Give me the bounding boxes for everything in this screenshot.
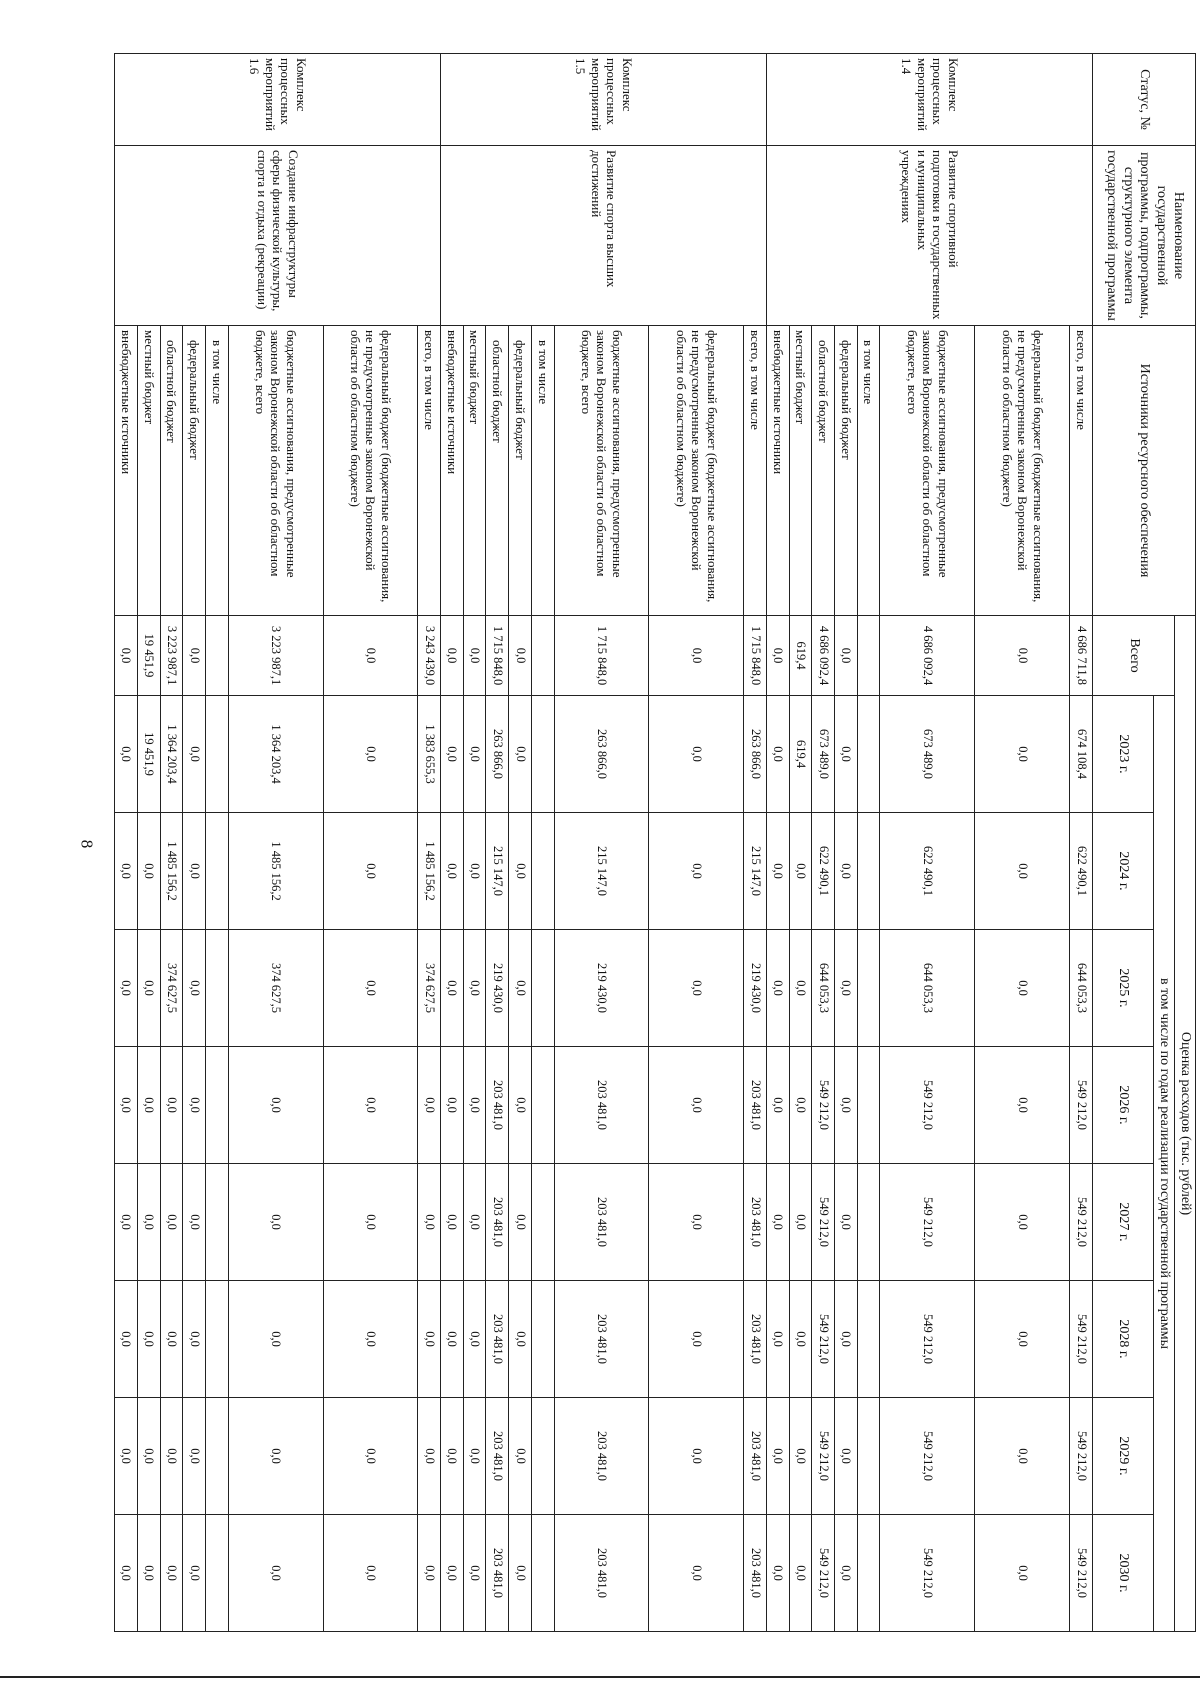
year-value-cell: 0,0 (835, 930, 858, 1047)
bottom-rule (0, 1676, 1200, 1678)
header-year: 2024 г. (1093, 813, 1154, 930)
year-value-cell: 549 212,0 (812, 1047, 835, 1164)
year-value-cell: 549 212,0 (880, 1398, 975, 1515)
year-value-cell: 0,0 (183, 813, 206, 930)
header-source: Источники ресурсного обеспечения (1093, 326, 1196, 616)
year-value-cell: 0,0 (323, 1047, 418, 1164)
year-value-cell (531, 930, 554, 1047)
source-cell: всего, в том числе (1070, 326, 1093, 616)
total-cell: 3 223 987,1 (228, 616, 323, 696)
year-value-cell: 0,0 (160, 1398, 183, 1515)
year-value-cell: 374 627,5 (228, 930, 323, 1047)
table-row (418, 54, 441, 1632)
total-cell: 19 451,9 (137, 616, 160, 696)
header-year: 2023 г. (1093, 696, 1154, 813)
page-number: 8 (77, 839, 97, 849)
year-value-cell: 0,0 (441, 813, 464, 930)
year-value-cell: 374 627,5 (418, 930, 441, 1047)
year-value-cell: 0,0 (137, 1515, 160, 1632)
year-value-cell: 0,0 (115, 1047, 138, 1164)
header-year: 2030 г. (1093, 1515, 1154, 1632)
year-value-cell: 0,0 (649, 813, 744, 930)
year-value-cell: 0,0 (183, 1047, 206, 1164)
year-value-cell: 0,0 (463, 1047, 486, 1164)
year-value-cell: 0,0 (183, 1398, 206, 1515)
total-cell: 0,0 (441, 616, 464, 696)
total-cell: 0,0 (767, 616, 790, 696)
group-name: Создание инфраструктуры сферы физической культуры, спорта и отдыха (рекреации) (115, 146, 441, 326)
year-value-cell: 0,0 (975, 813, 1070, 930)
year-value-cell (531, 1398, 554, 1515)
year-value-cell: 1 364 203,4 (160, 696, 183, 813)
year-value-cell: 0,0 (509, 1398, 532, 1515)
year-value-cell (857, 1164, 880, 1281)
year-value-cell: 0,0 (228, 1164, 323, 1281)
source-cell: федеральный бюджет (183, 326, 206, 616)
source-cell: областной бюджет (812, 326, 835, 616)
year-value-cell: 263 866,0 (744, 696, 767, 813)
year-value-cell: 0,0 (789, 1515, 812, 1632)
year-value-cell: 0,0 (323, 1515, 418, 1632)
year-value-cell: 622 490,1 (812, 813, 835, 930)
header-year: 2025 г. (1093, 930, 1154, 1047)
source-cell: федеральный бюджет (бюджетные ассигнования, не предусмотренные законом Воронежской области об областном бюджете) (323, 326, 418, 616)
source-cell: внебюджетные источники (441, 326, 464, 616)
year-value-cell: 0,0 (463, 1398, 486, 1515)
year-value-cell: 0,0 (649, 1281, 744, 1398)
header-year: 2027 г. (1093, 1164, 1154, 1281)
year-value-cell: 0,0 (463, 696, 486, 813)
year-value-cell: 0,0 (323, 1281, 418, 1398)
year-value-cell (531, 1515, 554, 1632)
year-value-cell: 0,0 (767, 696, 790, 813)
year-value-cell: 0,0 (509, 1281, 532, 1398)
year-value-cell: 0,0 (418, 1515, 441, 1632)
total-cell: 619,4 (789, 616, 812, 696)
year-value-cell: 0,0 (323, 1164, 418, 1281)
total-cell: 4 686 092,4 (880, 616, 975, 696)
year-value-cell: 219 430,0 (486, 930, 509, 1047)
source-cell: бюджетные ассигнования, предусмотренные законом Воронежской области об областном бюджете, всего (228, 326, 323, 616)
year-value-cell: 0,0 (835, 1281, 858, 1398)
year-value-cell (205, 813, 228, 930)
year-value-cell (531, 1047, 554, 1164)
year-value-cell: 644 053,3 (880, 930, 975, 1047)
year-value-cell: 0,0 (835, 1515, 858, 1632)
year-value-cell: 0,0 (183, 1281, 206, 1398)
header-year: 2029 г. (1093, 1398, 1154, 1515)
total-cell: 1 715 848,0 (744, 616, 767, 696)
total-cell: 0,0 (463, 616, 486, 696)
source-cell: в том числе (531, 326, 554, 616)
total-cell: 0,0 (115, 616, 138, 696)
year-value-cell: 0,0 (137, 1281, 160, 1398)
year-value-cell: 0,0 (160, 1164, 183, 1281)
year-value-cell: 0,0 (649, 1398, 744, 1515)
year-value-cell: 0,0 (137, 930, 160, 1047)
year-value-cell: 203 481,0 (744, 1164, 767, 1281)
year-value-cell: 0,0 (160, 1047, 183, 1164)
year-value-cell (857, 1515, 880, 1632)
year-value-cell: 549 212,0 (880, 1281, 975, 1398)
year-value-cell: 203 481,0 (486, 1398, 509, 1515)
source-cell: федеральный бюджет (835, 326, 858, 616)
total-cell: 1 715 848,0 (486, 616, 509, 696)
source-cell: всего, в том числе (418, 326, 441, 616)
year-value-cell: 0,0 (441, 696, 464, 813)
year-value-cell: 1 485 156,2 (160, 813, 183, 930)
year-value-cell: 549 212,0 (1070, 1515, 1093, 1632)
total-cell: 0,0 (183, 616, 206, 696)
group-name: Развитие спорта высших достижений (441, 146, 767, 326)
year-value-cell (857, 1398, 880, 1515)
year-value-cell (205, 1164, 228, 1281)
year-value-cell: 549 212,0 (1070, 1398, 1093, 1515)
year-value-cell: 0,0 (160, 1281, 183, 1398)
total-cell: 3 243 439,0 (418, 616, 441, 696)
year-value-cell: 0,0 (767, 930, 790, 1047)
source-cell: всего, в том числе (744, 326, 767, 616)
year-value-cell: 203 481,0 (486, 1164, 509, 1281)
total-cell: 4 686 092,4 (812, 616, 835, 696)
year-value-cell: 0,0 (441, 1281, 464, 1398)
year-value-cell: 0,0 (418, 1281, 441, 1398)
year-value-cell: 0,0 (789, 1047, 812, 1164)
year-value-cell: 203 481,0 (744, 1398, 767, 1515)
year-value-cell: 644 053,3 (812, 930, 835, 1047)
header-estimate: Оценка расходов (тыс. рублей) (1175, 616, 1196, 1632)
year-value-cell: 0,0 (975, 696, 1070, 813)
group-status: Комплекс процессных мероприятий 1.5 (441, 54, 767, 146)
source-cell: в том числе (205, 326, 228, 616)
header-year: 2028 г. (1093, 1281, 1154, 1398)
year-value-cell: 203 481,0 (486, 1515, 509, 1632)
year-value-cell: 0,0 (463, 930, 486, 1047)
year-value-cell: 0,0 (649, 930, 744, 1047)
year-value-cell: 0,0 (115, 930, 138, 1047)
year-value-cell: 0,0 (835, 1164, 858, 1281)
year-value-cell: 622 490,1 (880, 813, 975, 930)
year-value-cell: 0,0 (835, 1398, 858, 1515)
source-cell: бюджетные ассигнования, предусмотренные законом Воронежской области об областном бюджете, всего (880, 326, 975, 616)
year-value-cell: 219 430,0 (744, 930, 767, 1047)
year-value-cell: 0,0 (137, 1398, 160, 1515)
year-value-cell: 0,0 (509, 1515, 532, 1632)
year-value-cell: 0,0 (323, 930, 418, 1047)
year-value-cell: 0,0 (183, 1515, 206, 1632)
year-value-cell: 263 866,0 (486, 696, 509, 813)
total-cell (857, 616, 880, 696)
year-value-cell: 0,0 (767, 813, 790, 930)
year-value-cell: 0,0 (323, 813, 418, 930)
year-value-cell (857, 930, 880, 1047)
year-value-cell: 674 108,4 (1070, 696, 1093, 813)
year-value-cell: 0,0 (789, 1281, 812, 1398)
year-value-cell: 549 212,0 (1070, 1047, 1093, 1164)
year-value-cell: 19 451,9 (137, 696, 160, 813)
source-cell: областной бюджет (160, 326, 183, 616)
header-total: Всего (1093, 616, 1175, 696)
year-value-cell: 0,0 (975, 1515, 1070, 1632)
year-value-cell: 644 053,3 (1070, 930, 1093, 1047)
year-value-cell: 215 147,0 (486, 813, 509, 930)
year-value-cell: 0,0 (228, 1281, 323, 1398)
year-value-cell: 1 383 655,3 (418, 696, 441, 813)
year-value-cell (205, 1047, 228, 1164)
source-cell: бюджетные ассигнования, предусмотренные законом Воронежской области об областном бюджете, всего (554, 326, 649, 616)
year-value-cell: 1 364 203,4 (228, 696, 323, 813)
year-value-cell: 0,0 (509, 1164, 532, 1281)
year-value-cell: 0,0 (789, 1398, 812, 1515)
year-value-cell: 0,0 (463, 1281, 486, 1398)
year-value-cell: 549 212,0 (812, 1281, 835, 1398)
source-cell: федеральный бюджет (509, 326, 532, 616)
year-value-cell: 0,0 (228, 1515, 323, 1632)
header-by-years: в том числе по годам реализации государственной программы (1154, 696, 1175, 1632)
year-value-cell: 0,0 (137, 1164, 160, 1281)
year-value-cell: 203 481,0 (486, 1047, 509, 1164)
year-value-cell: 203 481,0 (744, 1047, 767, 1164)
year-value-cell: 549 212,0 (1070, 1164, 1093, 1281)
total-cell: 0,0 (509, 616, 532, 696)
source-cell: внебюджетные источники (767, 326, 790, 616)
year-value-cell: 622 490,1 (1070, 813, 1093, 930)
source-cell: федеральный бюджет (бюджетные ассигнования, не предусмотренные законом Воронежской области об областном бюджете) (975, 326, 1070, 616)
year-value-cell: 0,0 (323, 1398, 418, 1515)
year-value-cell: 203 481,0 (486, 1281, 509, 1398)
year-value-cell: 549 212,0 (1070, 1281, 1093, 1398)
year-value-cell: 0,0 (441, 1515, 464, 1632)
year-value-cell: 673 489,0 (880, 696, 975, 813)
year-value-cell: 0,0 (441, 1398, 464, 1515)
year-value-cell: 0,0 (767, 1164, 790, 1281)
year-value-cell (857, 813, 880, 930)
year-value-cell: 203 481,0 (554, 1164, 649, 1281)
group-status: Комплекс процессных мероприятий 1.4 (767, 54, 1093, 146)
header-status: Статус, № (1093, 54, 1196, 146)
rotated-table-container (114, 53, 1196, 1631)
year-value-cell: 549 212,0 (880, 1164, 975, 1281)
header-name: Наименование государственной программы, подпрограммы, структурного элемента государственной программы (1093, 146, 1196, 326)
year-value-cell: 549 212,0 (880, 1047, 975, 1164)
year-value-cell: 0,0 (115, 1281, 138, 1398)
year-value-cell: 0,0 (418, 1398, 441, 1515)
total-cell: 0,0 (323, 616, 418, 696)
year-value-cell: 0,0 (441, 930, 464, 1047)
year-value-cell: 0,0 (789, 1164, 812, 1281)
total-cell: 1 715 848,0 (554, 616, 649, 696)
year-value-cell: 0,0 (767, 1398, 790, 1515)
source-cell: местный бюджет (137, 326, 160, 616)
year-value-cell: 0,0 (835, 696, 858, 813)
year-value-cell: 549 212,0 (880, 1515, 975, 1632)
year-value-cell: 0,0 (115, 696, 138, 813)
year-value-cell (205, 1281, 228, 1398)
year-value-cell: 0,0 (183, 1164, 206, 1281)
year-value-cell: 215 147,0 (554, 813, 649, 930)
header-year: 2026 г. (1093, 1047, 1154, 1164)
table-row (744, 54, 767, 1632)
year-value-cell: 0,0 (441, 1047, 464, 1164)
year-value-cell: 1 485 156,2 (228, 813, 323, 930)
year-value-cell (531, 1164, 554, 1281)
group-status: Комплекс процессных мероприятий 1.6 (115, 54, 441, 146)
year-value-cell: 549 212,0 (812, 1164, 835, 1281)
year-value-cell: 619,4 (789, 696, 812, 813)
year-value-cell: 219 430,0 (554, 930, 649, 1047)
total-cell: 4 686 711,8 (1070, 616, 1093, 696)
year-value-cell: 0,0 (767, 1281, 790, 1398)
source-cell: местный бюджет (463, 326, 486, 616)
year-value-cell: 0,0 (160, 1515, 183, 1632)
year-value-cell (531, 813, 554, 930)
year-value-cell: 549 212,0 (812, 1515, 835, 1632)
year-value-cell: 0,0 (183, 930, 206, 1047)
year-value-cell: 0,0 (789, 813, 812, 930)
year-value-cell (205, 1398, 228, 1515)
year-value-cell: 0,0 (835, 1047, 858, 1164)
year-value-cell (205, 696, 228, 813)
source-cell: в том числе (857, 326, 880, 616)
year-value-cell: 374 627,5 (160, 930, 183, 1047)
year-value-cell: 0,0 (441, 1164, 464, 1281)
source-cell: областной бюджет (486, 326, 509, 616)
year-value-cell: 263 866,0 (554, 696, 649, 813)
year-value-cell: 0,0 (115, 813, 138, 930)
year-value-cell: 0,0 (509, 1047, 532, 1164)
total-cell (531, 616, 554, 696)
year-value-cell: 203 481,0 (744, 1281, 767, 1398)
year-value-cell: 203 481,0 (554, 1281, 649, 1398)
year-value-cell: 0,0 (649, 696, 744, 813)
year-value-cell: 0,0 (509, 813, 532, 930)
source-cell: местный бюджет (789, 326, 812, 616)
year-value-cell: 0,0 (228, 1047, 323, 1164)
year-value-cell: 0,0 (418, 1047, 441, 1164)
year-value-cell: 0,0 (228, 1398, 323, 1515)
budget-table (114, 53, 1196, 1632)
year-value-cell: 0,0 (137, 813, 160, 930)
year-value-cell: 0,0 (975, 1164, 1070, 1281)
year-value-cell: 0,0 (115, 1398, 138, 1515)
group-name: Развитие спортивной подготовки в государственных и муниципальных учреждениях (767, 146, 1093, 326)
year-value-cell: 1 485 156,2 (418, 813, 441, 930)
year-value-cell: 0,0 (789, 930, 812, 1047)
year-value-cell: 203 481,0 (554, 1515, 649, 1632)
year-value-cell: 0,0 (418, 1164, 441, 1281)
year-value-cell: 0,0 (463, 1515, 486, 1632)
source-cell: федеральный бюджет (бюджетные ассигнования, не предусмотренные законом Воронежской области об областном бюджете) (649, 326, 744, 616)
year-value-cell: 0,0 (975, 930, 1070, 1047)
total-cell (205, 616, 228, 696)
table-row (1070, 54, 1093, 1632)
year-value-cell: 0,0 (463, 813, 486, 930)
year-value-cell: 0,0 (975, 1398, 1070, 1515)
year-value-cell (857, 696, 880, 813)
year-value-cell: 549 212,0 (812, 1398, 835, 1515)
total-cell: 0,0 (835, 616, 858, 696)
year-value-cell: 203 481,0 (744, 1515, 767, 1632)
source-cell: внебюджетные источники (115, 326, 138, 616)
year-value-cell: 0,0 (835, 813, 858, 930)
year-value-cell (857, 1281, 880, 1398)
year-value-cell: 203 481,0 (554, 1047, 649, 1164)
year-value-cell (205, 1515, 228, 1632)
total-cell: 0,0 (649, 616, 744, 696)
total-cell: 3 223 987,1 (160, 616, 183, 696)
year-value-cell: 673 489,0 (812, 696, 835, 813)
total-cell: 0,0 (975, 616, 1070, 696)
year-value-cell: 0,0 (509, 696, 532, 813)
year-value-cell: 0,0 (767, 1047, 790, 1164)
year-value-cell: 0,0 (649, 1047, 744, 1164)
year-value-cell (531, 1281, 554, 1398)
year-value-cell: 0,0 (115, 1164, 138, 1281)
year-value-cell: 0,0 (323, 696, 418, 813)
year-value-cell: 0,0 (767, 1515, 790, 1632)
year-value-cell (857, 1047, 880, 1164)
year-value-cell: 0,0 (183, 696, 206, 813)
year-value-cell (531, 696, 554, 813)
year-value-cell: 215 147,0 (744, 813, 767, 930)
year-value-cell: 0,0 (463, 1164, 486, 1281)
year-value-cell: 0,0 (115, 1515, 138, 1632)
year-value-cell: 0,0 (975, 1047, 1070, 1164)
year-value-cell (205, 930, 228, 1047)
year-value-cell: 0,0 (137, 1047, 160, 1164)
year-value-cell: 0,0 (649, 1515, 744, 1632)
year-value-cell: 0,0 (649, 1164, 744, 1281)
year-value-cell: 203 481,0 (554, 1398, 649, 1515)
year-value-cell: 0,0 (975, 1281, 1070, 1398)
year-value-cell: 0,0 (509, 930, 532, 1047)
